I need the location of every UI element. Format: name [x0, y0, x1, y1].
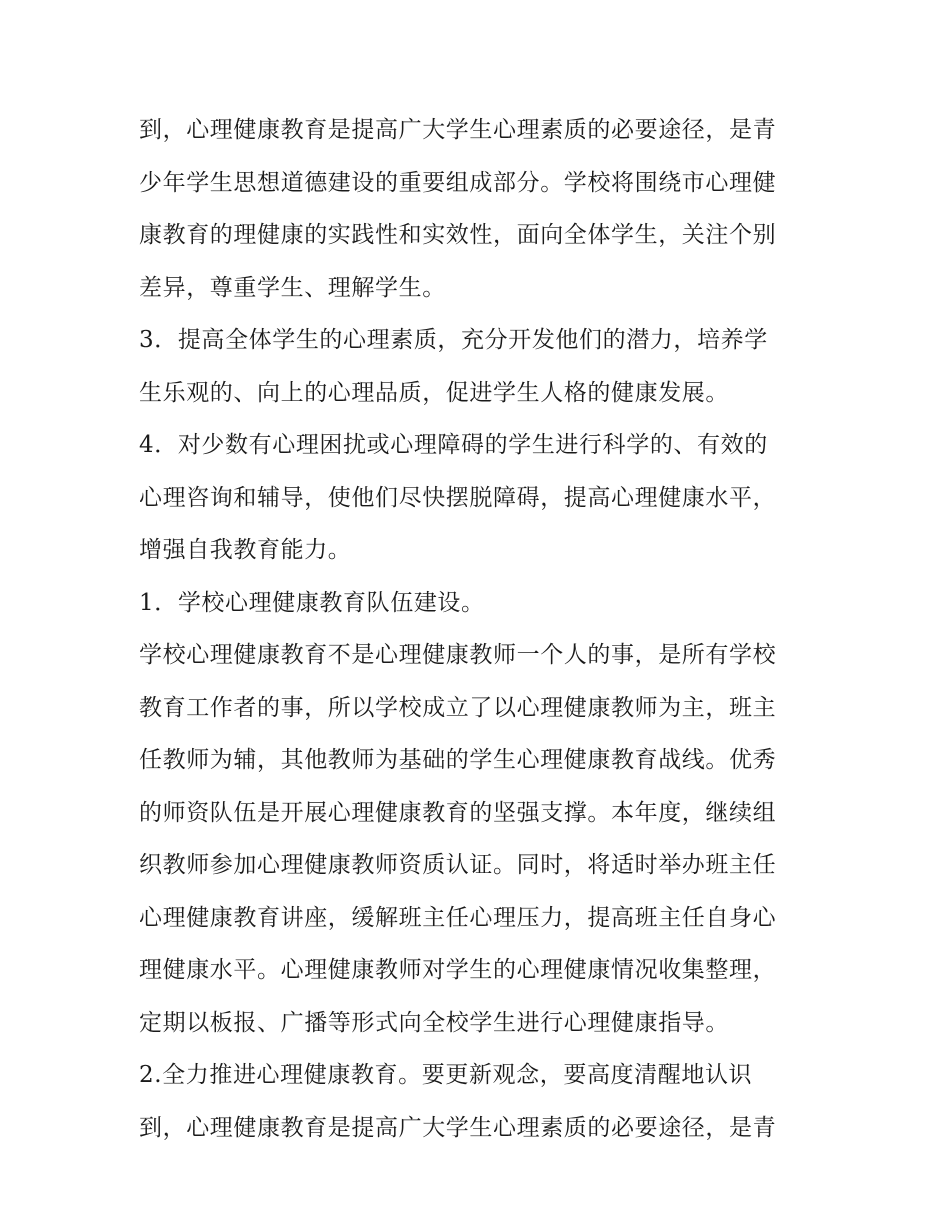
- text-line-2: 少年学生思想道德建设的重要组成部分。学校将围绕市心理健: [139, 169, 777, 196]
- text-line-12: 教育工作者的事，所以学校成立了以心理健康教师为主，班主: [139, 694, 777, 721]
- text-line-6: 生乐观的、向上的心理品质，促进学生人格的健康发展。: [139, 379, 729, 406]
- text-line-9: 增强自我教育能力。: [139, 537, 352, 563]
- text-line-16: 心理健康教育讲座，缓解班主任心理压力，提高班主任自身心: [139, 904, 777, 931]
- text-line-5: 3．提高全体学生的心理素质，充分开发他们的潜力，培养学: [139, 327, 768, 353]
- text-line-19: 2.全力推进心理健康教育。要更新观念，要高度清醒地认识: [139, 1062, 753, 1088]
- text-line-17: 理健康水平。心理健康教师对学生的心理健康情况收集整理，: [139, 957, 777, 983]
- text-line-15: 织教师参加心理健康教师资质认证。同时，将适时举办班主任: [139, 852, 777, 878]
- text-line-8: 心理咨询和辅导，使他们尽快摆脱障碍，提高心理健康水平，: [139, 484, 777, 511]
- text-line-13: 任教师为辅，其他教师为基础的学生心理健康教育战线。优秀: [139, 747, 777, 773]
- text-line-1: 到，心理健康教育是提高广大学生心理素质的必要途径，是青: [139, 117, 777, 143]
- text-line-11: 学校心理健康教育不是心理健康教师一个人的事，是所有学校: [139, 642, 777, 668]
- text-line-20: 到，心理健康教育是提高广大学生心理素质的必要途径，是青: [139, 1114, 777, 1141]
- text-line-18: 定期以板报、广播等形式向全校学生进行心理健康指导。: [139, 1009, 729, 1036]
- text-line-14: 的师资队伍是开展心理健康教育的坚强支撑。本年度，继续组: [139, 799, 777, 826]
- text-line-3: 康教育的理健康的实践性和实效性，面向全体学生，关注个别: [139, 222, 777, 248]
- text-line-4: 差异，尊重学生、理解学生。: [139, 274, 446, 301]
- text-line-7: 4．对少数有心理困扰或心理障碍的学生进行科学的、有效的: [139, 432, 768, 458]
- body-text: [139, 104, 819, 1154]
- text-line-10: 1．学校心理健康教育队伍建设。: [139, 589, 485, 616]
